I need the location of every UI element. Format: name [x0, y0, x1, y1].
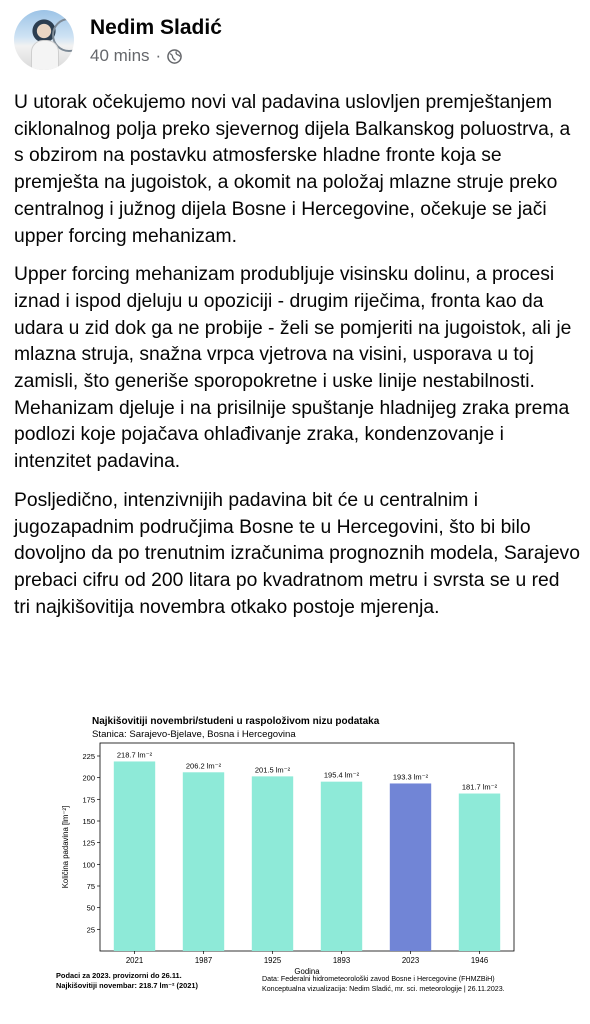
y-tick-label: 125	[82, 838, 95, 848]
bar-value-label: 218.7 lm⁻²	[116, 750, 153, 760]
post-paragraph-2: Upper forcing mehanizam produbljuje visinsku dolinu, a procesi iznad i ispod djeluju u opoziciji - drugim riječima, fronta kao da udara u zid dok ga ne probije - želi se pomjeriti na jugoistok, ali je mlazna struja, snažna vrpca vjetrova na visini, usporava u toj zamisli, što generiše sporopokretne i uske linije nestabilnosti. Mehanizam djeluje i na prisilnije spuštanje hladnijeg zraka prema podlozi koje pojačava ohlađivanje zraka, kondenzovanje i intenzitet padavina.	[14, 264, 572, 473]
bar-chart	[56, 713, 536, 995]
x-tick-label: 1987	[194, 956, 213, 965]
x-axis-label: Godina	[294, 967, 320, 976]
post-paragraph-3: Posljedično, intenzivnijih padavina bit će u centralnim i jugozapadnim područjima Bosne te u Hercegovini, što bi bilo dovoljno da po trenutnim izračunima prognoznih modela, Sarajevo prebaci cifru od 200 litara po kvadratnom metru i svrsta se u red tri najkišovitija novembra otkako postoje mjerenja.	[14, 489, 580, 618]
footnote-right-line-2: Konceptualna vizualizacija: Nedim Sladić, mr. sci. meteorologije | 26.11.2023.	[262, 984, 505, 993]
y-tick-label: 50	[86, 903, 95, 913]
bar	[252, 776, 293, 951]
bar-value-label: 193.3 lm⁻²	[392, 772, 429, 782]
bar-value-label: 195.4 lm⁻²	[323, 770, 360, 780]
bar-value-label: 206.2 lm⁻²	[185, 761, 222, 771]
y-tick-label: 100	[82, 860, 95, 870]
x-tick-label: 2021	[125, 956, 144, 965]
plot-frame	[100, 743, 514, 951]
y-tick-label: 150	[82, 817, 95, 826]
bar	[459, 794, 500, 951]
y-tick-label: 200	[82, 773, 95, 783]
post-time[interactable]: 40 mins	[90, 46, 150, 65]
chart-title: Najkišovitiji novembri/studeni u raspoloživom nizu podataka	[92, 716, 380, 727]
author-name[interactable]: Nedim Sladić	[90, 16, 222, 39]
x-tick-label: 1946	[470, 956, 489, 965]
bar-value-label: 201.5 lm⁻²	[254, 765, 291, 775]
person-shape	[31, 40, 59, 70]
footnote-left-line-1: Podaci za 2023. provizorni do 26.11.	[56, 971, 182, 980]
globe-icon[interactable]	[167, 49, 182, 64]
x-tick-label: 1925	[263, 956, 282, 965]
footnote-left-line-2: Najkišovitiji novembar: 218.7 lm⁻² (2021)	[56, 981, 198, 990]
y-axis-label: Količina padavina [lm⁻²]	[61, 805, 70, 889]
chart-image[interactable]	[56, 713, 536, 995]
chart-footnote-left	[56, 971, 198, 991]
x-tick-label: 2023	[401, 956, 420, 965]
y-tick-label: 75	[86, 882, 95, 891]
bar	[321, 782, 362, 951]
avatar[interactable]	[14, 10, 74, 70]
y-tick-label: 25	[86, 925, 95, 935]
chart-footnote-right	[262, 975, 505, 994]
post-text	[14, 90, 580, 633]
y-tick-label: 225	[82, 752, 95, 761]
bar	[390, 783, 431, 951]
footnote-right-line-1: Data: Federalni hidrometeorološki zavod Bosne i Hercegovine (FHMZBiH)	[262, 975, 495, 983]
bar	[183, 772, 224, 951]
post-paragraph-1: U utorak očekujemo novi val padavina uslovljen premještanjem ciklonalnog polja preko sjevernog dijela Balkanskog poluostrva, a s obzirom na postavku atmosferske hladne fronte koja se premješta na jugoistok, a okomit na položaj mlazne struje preko centralnog i južnog dijela Bosne i Hercegovine, očekuje se jači upper forcing mehanizam.	[14, 92, 571, 247]
chart-subtitle: Stanica: Sarajevo-Bjelave, Bosna i Hercegovina	[92, 729, 296, 740]
y-tick-label: 175	[82, 795, 95, 805]
meta-separator: ·	[155, 46, 162, 65]
post-meta	[90, 46, 182, 66]
post-header	[14, 10, 574, 72]
bar-value-label: 181.7 lm⁻²	[461, 782, 498, 792]
x-tick-label: 1893	[332, 956, 351, 965]
bar	[114, 761, 155, 951]
